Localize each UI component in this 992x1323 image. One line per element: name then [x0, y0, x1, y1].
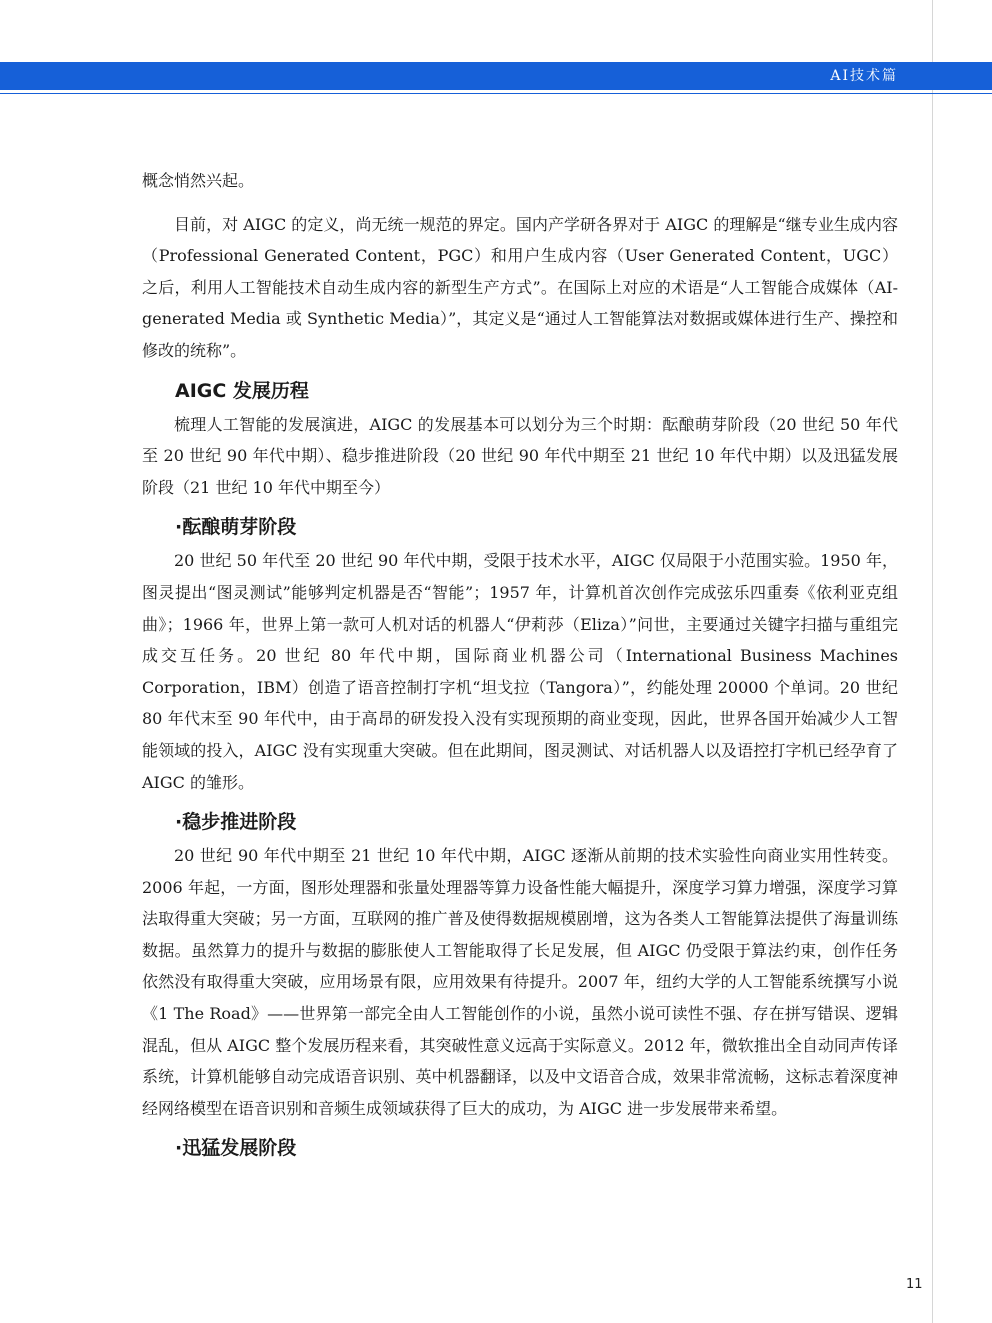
section-label: AI技术篇: [830, 68, 898, 84]
header-underline: [0, 93, 992, 94]
page-body: [142, 165, 898, 1166]
heading-steady-stage: ·稳步推进阶段: [175, 811, 297, 834]
paragraph-history-overview: 梳理人工智能的发展演进，AIGC 的发展基本可以划分为三个时期：酝酿萌芽阶段（20 世纪 50 年代至 20 世纪 90 年代中期）、稳步推进阶段（20 世纪 90 年代中期至 21 世纪 10 年代中期）以及迅猛发展阶段（21 世纪 10 年代中期至今）: [142, 414, 898, 497]
paragraph-continuation: 概念悄然兴起。: [142, 171, 255, 190]
page-number: 11: [906, 1277, 923, 1292]
paragraph-steady-stage: 20 世纪 90 年代中期至 21 世纪 10 年代中期，AIGC 逐渐从前期的技术实验性向商业实用性转变。2006 年起，一方面，图形处理器和张量处理器等算力设备性能大幅提升，深度学习算力增强，深度学习算法取得重大突破；另一方面，互联网的推广普及使得数据规模剧增，这为各类人工智能算法提供了海量训练数据。虽然算力的提升与数据的膨胀使人工智能取得了长足发展，但 AIGC 仍受限于算法约束，创作任务依然没有取得重大突破，应用场景有限，应用效果有待提升。2007 年，纽约大学的人工智能系统撰写小说《1 The Road》——世界第一部完全由人工智能创作的小说，虽然小说可读性不强、存在拼写错误、逻辑混乱，但从 AIGC 整个发展历程来看，其突破性意义远高于实际意义。2012 年，微软推出全自动同声传译系统，计算机能够自动完成语音识别、英中机器翻译，以及中文语音合成，效果非常流畅，这标志着深度神经网络模型在语音识别和音频生成领域获得了巨大的成功，为 AIGC 进一步发展带来希望。: [142, 846, 898, 1118]
heading-rapid-stage: ·迅猛发展阶段: [175, 1137, 297, 1160]
page-edge-rule: [932, 0, 933, 1323]
heading-germination-stage: ·酝酿萌芽阶段: [175, 516, 297, 539]
paragraph-aigc-definition: 目前，对 AIGC 的定义，尚无统一规范的界定。国内产学研各界对于 AIGC 的理解是“继专业生成内容（Professional Generated Content，PGC）和用户生成内容（User Generated Content，UGC）之后，利用人工智能技术自动生成内容的新型生产方式”。在国际上对应的术语是“人工智能合成媒体（AI-generated Media 或 Synthetic Media）”，其定义是“通过人工智能算法对数据或媒体进行生产、操控和修改的统称”。: [142, 214, 898, 360]
paragraph-germination-stage: 20 世纪 50 年代至 20 世纪 90 年代中期，受限于技术水平，AIGC 仅局限于小范围实验。1950 年，图灵提出“图灵测试”能够判定机器是否“智能”；1957 年，计算机首次创作完成弦乐四重奏《依利亚克组曲》；1966 年，世界上第一款可人机对话的机器人“伊莉莎（Eliza）”问世，主要通过关键字扫描与重组完成交互任务。20 世纪 80 年代中期，国际商业机器公司（International Business Machines Corporation，IBM）创造了语音控制打字机“坦戈拉（Tangora）”，约能处理 20000 个单词。20 世纪 80 年代末至 90 年代中，由于高昂的研发投入没有实现预期的商业变现，因此，世界各国开始减少人工智能领域的投入，AIGC 没有实现重大突破。但在此期间，图灵测试、对话机器人以及语控打字机已经孕育了 AIGC 的雏形。: [142, 551, 898, 792]
heading-aigc-history: AIGC 发展历程: [175, 379, 309, 402]
